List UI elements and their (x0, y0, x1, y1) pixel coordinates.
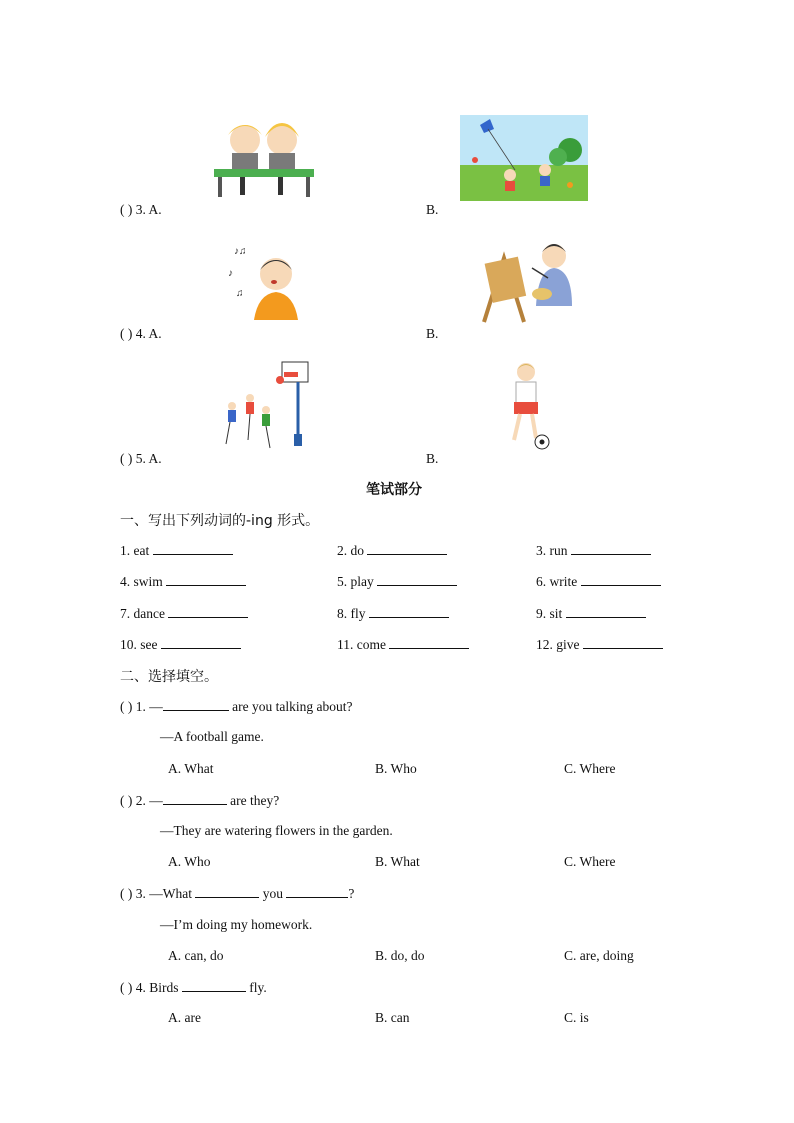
item-number: 3. A. (135, 202, 162, 217)
question-3: ( ) 3. —What you ? (120, 886, 355, 901)
answer-blank[interactable] (377, 573, 457, 586)
answer-blank[interactable] (168, 605, 248, 618)
verb-item-11: 11. come (337, 636, 469, 653)
answer-blank[interactable] (581, 573, 661, 586)
answer-blank[interactable] (195, 885, 259, 898)
question-3-option-b[interactable]: B. do, do (375, 948, 425, 963)
question-4-option-a[interactable]: A. are (168, 1010, 201, 1025)
answer-blank[interactable] (389, 636, 469, 649)
question-3-option-c[interactable]: C. are, doing (564, 948, 634, 963)
answer-paren[interactable]: ( ) (120, 793, 133, 808)
answer-blank[interactable] (286, 885, 348, 898)
svg-text:♪: ♪ (228, 268, 233, 279)
boy-football-picture (496, 360, 552, 452)
listening-item-5 (120, 451, 162, 467)
kids-flying-kite-picture (460, 115, 588, 201)
answer-blank[interactable] (566, 605, 646, 618)
answer-paren[interactable]: ( ) (120, 451, 133, 466)
question-1-option-a[interactable]: A. What (168, 761, 214, 776)
question-3-option-a[interactable]: A. can, do (168, 948, 224, 963)
listening-item-5-b: B. (426, 451, 439, 466)
answer-blank[interactable] (367, 542, 447, 555)
listening-item-3-b: B. (426, 202, 439, 217)
question-4-option-b[interactable]: B. can (375, 1010, 410, 1025)
item-number: 4. A. (135, 326, 162, 341)
answer-blank[interactable] (583, 636, 663, 649)
verb-item-7: 7. dance (120, 605, 248, 622)
answer-paren[interactable]: ( ) (120, 326, 133, 341)
question-4-option-c[interactable]: C. is (564, 1010, 589, 1025)
verb-item-5: 5. play (337, 573, 457, 590)
question-1-answer: —A football game. (160, 729, 264, 744)
question-1: ( ) 1. — are you talking about? (120, 699, 353, 714)
section2-title: 二、选择填空。 (120, 669, 218, 685)
verb-item-1: 1. eat (120, 542, 233, 559)
listening-item-4-b: B. (426, 326, 439, 341)
answer-paren[interactable]: ( ) (120, 980, 133, 995)
listening-item-4 (120, 326, 162, 342)
boy-singing-picture (228, 240, 308, 322)
question-1-option-b[interactable]: B. Who (375, 761, 417, 776)
question-2-option-a[interactable]: A. Who (168, 854, 211, 869)
section1-title: 一、写出下列动词的-ing 形式。 (120, 513, 320, 529)
answer-blank[interactable] (369, 605, 449, 618)
question-3-answer: —I’m doing my homework. (160, 917, 313, 932)
question-4: ( ) 4. Birds fly. (120, 980, 267, 995)
question-1-option-c[interactable]: C. Where (564, 761, 616, 776)
kids-at-desk-picture (210, 115, 320, 200)
answer-blank[interactable] (163, 792, 227, 805)
man-painting-picture (474, 238, 578, 324)
answer-paren[interactable]: ( ) (120, 886, 133, 901)
answer-blank[interactable] (182, 979, 246, 992)
answer-paren[interactable]: ( ) (120, 699, 133, 714)
answer-blank[interactable] (163, 698, 229, 711)
answer-blank[interactable] (166, 573, 246, 586)
verb-item-10: 10. see (120, 636, 241, 653)
verb-item-3: 3. run (536, 542, 651, 559)
verb-item-9: 9. sit (536, 605, 646, 622)
verb-item-8: 8. fly (337, 605, 449, 622)
item-number: 5. A. (135, 451, 162, 466)
verb-item-2: 2. do (337, 542, 447, 559)
answer-blank[interactable] (571, 542, 651, 555)
svg-text:♫: ♫ (236, 288, 244, 299)
answer-blank[interactable] (161, 636, 241, 649)
question-2-option-b[interactable]: B. What (375, 854, 420, 869)
listening-item-3 (120, 202, 162, 218)
question-2-option-c[interactable]: C. Where (564, 854, 616, 869)
kids-basketball-picture (220, 360, 312, 452)
answer-blank[interactable] (153, 542, 233, 555)
answer-paren[interactable]: ( ) (120, 202, 133, 217)
verb-item-12: 12. give (536, 636, 663, 653)
question-2-answer: —They are watering flowers in the garden. (160, 823, 393, 838)
written-part-title: 笔试部分 (366, 482, 422, 498)
verb-item-6: 6. write (536, 573, 661, 590)
svg-text:♪♫: ♪♫ (234, 246, 247, 257)
question-2: ( ) 2. — are they? (120, 793, 280, 808)
verb-item-4: 4. swim (120, 573, 246, 590)
